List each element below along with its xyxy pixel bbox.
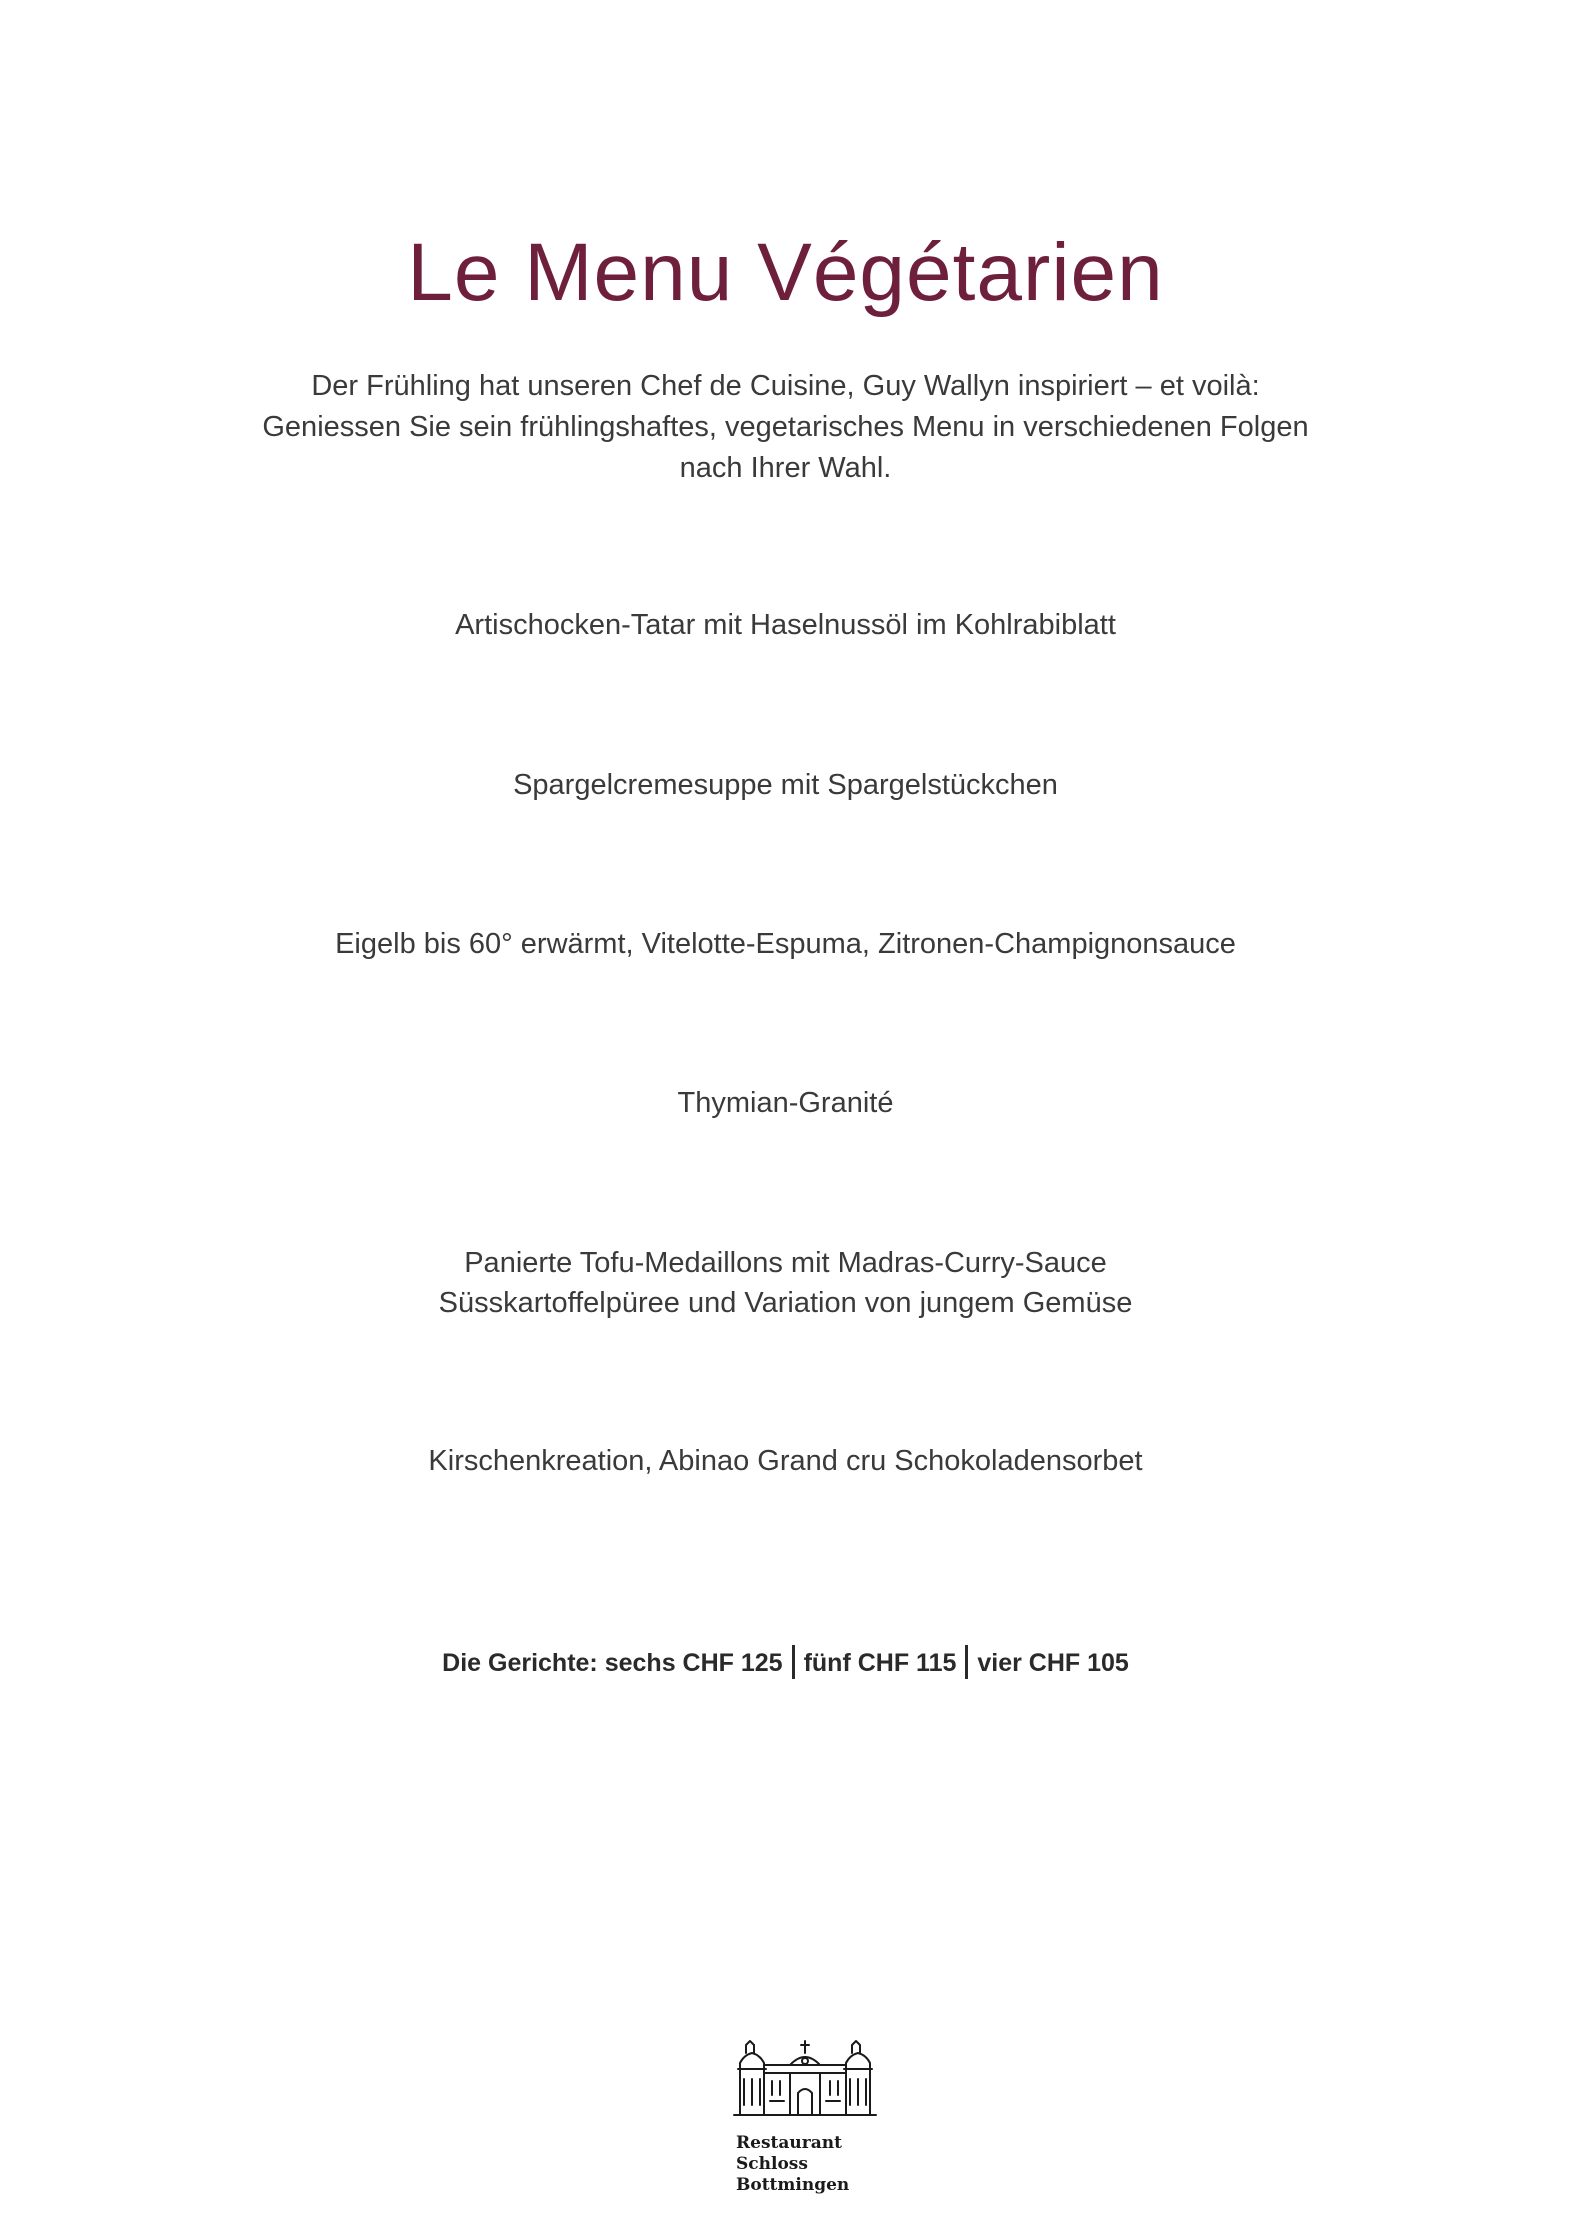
- course-line: Spargelcremesuppe mit Spargelstückchen: [513, 769, 1058, 801]
- course-4: [0, 1083, 1571, 1123]
- price-separator: [792, 1645, 795, 1679]
- price-six: Die Gerichte: sechs CHF 125: [442, 1649, 783, 1677]
- course-line: Thymian-Granité: [677, 1087, 894, 1119]
- logo-line: Restaurant: [736, 2133, 842, 2153]
- logo-line: Schloss: [736, 2154, 808, 2174]
- logo-line: Bottmingen: [736, 2175, 850, 2195]
- course-1: [0, 605, 1571, 645]
- intro-line: Geniessen Sie sein frühlingshaftes, vegetarisches Menu in verschiedenen Folgen: [262, 411, 1309, 443]
- castle-icon: [730, 2035, 880, 2119]
- course-line: Panierte Tofu-Medaillons mit Madras-Curry-Sauce: [464, 1247, 1107, 1279]
- restaurant-logo: [730, 2035, 880, 2196]
- course-line: Artischocken-Tatar mit Haselnussöl im Kohlrabiblatt: [455, 609, 1116, 641]
- course-line: Süsskartoffelpüree und Variation von jungem Gemüse: [438, 1287, 1133, 1319]
- intro-line: nach Ihrer Wahl.: [679, 452, 892, 484]
- course-6: [0, 1441, 1571, 1481]
- intro-line: Der Frühling hat unseren Chef de Cuisine, Guy Wallyn inspiriert – et voilà:: [311, 370, 1260, 402]
- price-line: [0, 1647, 1571, 1681]
- course-5: [0, 1243, 1571, 1323]
- course-2: [0, 765, 1571, 805]
- price-separator: [965, 1645, 968, 1679]
- page-title: Le Menu Végétarien: [407, 227, 1164, 318]
- price-five: fünf CHF 115: [803, 1649, 957, 1677]
- course-line: Eigelb bis 60° erwärmt, Vitelotte-Espuma, Zitronen-Champignonsauce: [335, 928, 1236, 960]
- course-3: [0, 924, 1571, 964]
- course-line: Kirschenkreation, Abinao Grand cru Schokoladensorbet: [428, 1445, 1143, 1477]
- price-four: vier CHF 105: [977, 1649, 1129, 1677]
- intro-text: [0, 366, 1571, 489]
- logo-text: [736, 2133, 880, 2196]
